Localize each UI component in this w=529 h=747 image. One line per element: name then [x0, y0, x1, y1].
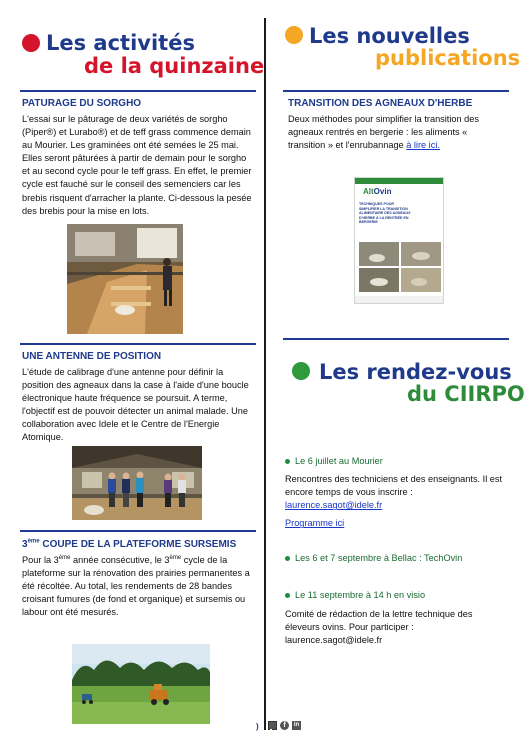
sheep-weighing-photo	[67, 224, 183, 334]
event-1	[285, 455, 509, 530]
barn-team-photo	[72, 446, 202, 520]
body-sup-2: ème	[169, 554, 182, 561]
cover-top-band	[355, 178, 443, 184]
article-title: PATURAGE DU SORGHO	[22, 98, 142, 109]
article-sursemis	[22, 532, 256, 619]
event-label: Le 6 juillet au Mourier	[295, 456, 383, 466]
event-label: Le 11 septembre à 14 h en visio	[295, 590, 426, 600]
page-mark: )	[256, 722, 259, 731]
body-part-a: Pour la 3	[22, 555, 59, 565]
linkedin-icon[interactable]: in	[293, 722, 300, 728]
email-link[interactable]: laurence.sagot@idele.fr	[285, 500, 383, 511]
cover-brand-alt: Alt	[363, 187, 374, 196]
qr-code-icon[interactable]	[268, 721, 277, 730]
event-description: Rencontres des techniciens et des enseignants. Il est encore temps de vous inscrire :	[285, 474, 503, 498]
title-superscript: ème	[27, 538, 40, 545]
cover-footer	[355, 296, 443, 303]
bullet-icon	[285, 593, 290, 598]
event-date	[285, 552, 509, 565]
cover-brand	[363, 187, 391, 197]
body-sup-1: ème	[58, 554, 71, 561]
event-date	[285, 455, 509, 468]
cover-brand-ovin: Ovin	[373, 187, 392, 196]
activities-heading-line1: Les activités	[46, 31, 195, 55]
publication-cover[interactable]	[354, 177, 444, 304]
article-body	[288, 113, 506, 152]
cover-photo-grid	[359, 242, 441, 292]
body-part-b: année consécutive, le 3	[70, 555, 170, 565]
publications-column	[283, 24, 521, 82]
section-rule	[283, 338, 509, 340]
cover-headline: TECHNIQUES POUR SIMPLIFIER LA TRANSITION ALIMENTAIRE DES AGNEAUX D'HERBE À LA RENTRÉE EN BERGERIE	[359, 202, 411, 225]
article-sorgho	[22, 91, 256, 218]
event-program	[285, 517, 509, 530]
article-body-text: Deux méthodes pour simplifier la transition des agneaux rentrés en bergerie : les aliments « transition » et l'enrubannage	[288, 114, 479, 151]
bullet-icon	[285, 459, 290, 464]
event-date	[285, 589, 509, 602]
article-body	[22, 554, 256, 619]
article-antenne	[22, 344, 256, 445]
footer-icons	[268, 721, 301, 731]
program-link[interactable]: Programme ici	[285, 518, 345, 529]
bullet-icon	[285, 556, 290, 561]
orange-dot-icon	[285, 26, 303, 44]
rdv-heading-line2: du CIIRPO	[407, 382, 525, 406]
publications-heading-line2: publications	[375, 46, 521, 70]
event-2	[285, 552, 509, 565]
field-harvest-photo	[72, 644, 210, 724]
article-title: TRANSITION DES AGNEAUX D'HERBE	[288, 98, 473, 109]
article-body: L'étude de calibrage d'une antenne pour définir la position des agneaux dans la case à l'aide d'une boucle électronique haute fréquence se poursuit. A terme, l'objectif est de pouvoir détecter un animal malade. Une collaboration avec Idele et le Centre de l'Energie Atomique.	[22, 367, 249, 443]
column-divider	[264, 18, 266, 730]
body-part-c: cycle de la plateforme sur la rénovation des prairies permanentes a été récoltée. Au total, les rendements de 28 bandes croisant fumures (de fond et organique) et sursemis ou labour ont été mesurés.	[22, 555, 250, 618]
read-here-link[interactable]: à lire ici.	[406, 140, 440, 151]
rdv-heading-line1: Les rendez-vous	[319, 360, 512, 384]
facebook-icon[interactable]: f	[280, 721, 289, 730]
activities-heading	[20, 24, 265, 82]
event-email	[285, 499, 509, 512]
article-transition	[288, 91, 506, 152]
article-body: L'essai sur le pâturage de deux variétés de sorgho (Piper®) et Lurabo®) et de teff grass commence demain au Mourier. Les graminées ont été semées le 25 mai. Elles seront pâturées à partir de demain pour le sorgho et au second cycle pour le teff grass. En effet, le premier cycle est fauché sur le conseil des semenciers car les brebis risquent d'arracher la plante. Ci-dessous la pesée des brebis pour la mise en lots.	[22, 114, 252, 216]
publications-heading	[283, 24, 521, 82]
event-email-text: laurence.sagot@idele.fr	[285, 635, 383, 646]
rdv-heading	[283, 358, 525, 408]
red-dot-icon	[22, 34, 40, 52]
event-3	[285, 589, 509, 647]
activities-heading-line2: de la quinzaine	[84, 54, 265, 78]
publications-heading-line1: Les nouvelles	[309, 24, 470, 48]
title-number: 3	[22, 539, 28, 550]
green-dot-icon	[292, 362, 310, 380]
title-rest: COUPE DE LA PLATEFORME SURSEMIS	[39, 539, 237, 550]
event-description: Comité de rédaction de la lettre technique des éleveurs ovins. Pour participer :	[285, 609, 473, 633]
event-label: Les 6 et 7 septembre à Bellac : TechOvin	[295, 553, 463, 563]
article-title	[22, 538, 256, 551]
activities-column	[20, 24, 265, 82]
article-title: UNE ANTENNE DE POSITION	[22, 351, 162, 362]
